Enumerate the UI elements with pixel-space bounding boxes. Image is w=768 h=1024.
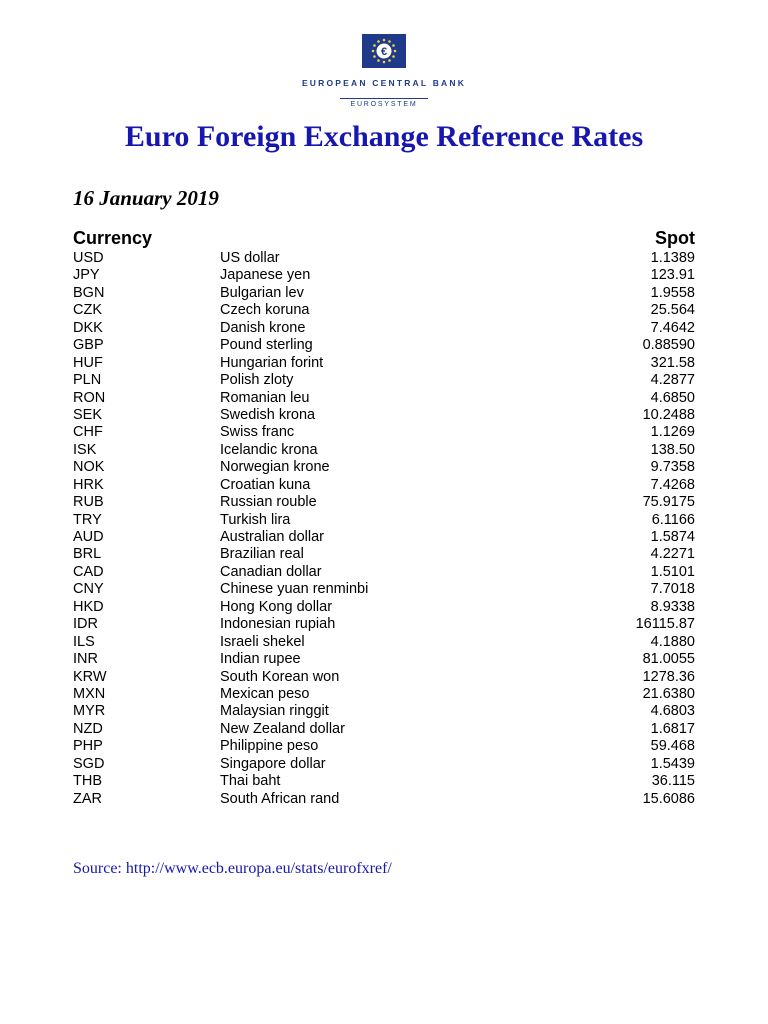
currency-code: BGN — [73, 284, 105, 301]
currency-code: CNY — [73, 581, 104, 598]
currency-code: TRY — [73, 511, 102, 528]
currency-name: South African rand — [220, 790, 340, 807]
table-row — [73, 669, 695, 686]
currency-code: INR — [73, 651, 98, 668]
table-row — [73, 599, 695, 616]
currency-name: Hong Kong dollar — [220, 598, 333, 615]
currency-code: RUB — [73, 494, 104, 511]
currency-name: Turkish lira — [220, 511, 291, 528]
currency-name: Singapore dollar — [220, 755, 326, 772]
currency-name: Norwegian krone — [220, 459, 330, 476]
spot-rate: 1.6817 — [650, 720, 695, 737]
currency-name: Thai baht — [220, 773, 281, 790]
spot-rate: 4.2271 — [650, 546, 695, 563]
table-row — [73, 546, 695, 563]
currency-code: CZK — [73, 302, 102, 319]
currency-code: NZD — [73, 720, 103, 737]
currency-name: Polish zloty — [220, 372, 294, 389]
spot-rate: 1.1389 — [650, 250, 695, 266]
spot-rate: 1.9558 — [650, 284, 695, 301]
table-row — [73, 477, 695, 494]
currency-name: Pound sterling — [220, 337, 313, 354]
spot-rate: 6.1166 — [651, 511, 695, 528]
table-row — [73, 442, 695, 459]
page-title: Euro Foreign Exchange Reference Rates — [124, 120, 644, 153]
spot-rate: 4.2877 — [650, 372, 695, 389]
currency-name: Croatian kuna — [220, 476, 311, 493]
source-link[interactable]: http://www.ecb.europa.eu/stats/eurofxref/ — [125, 860, 392, 877]
spot-rate: 25.564 — [650, 302, 695, 319]
rates-table — [73, 250, 695, 808]
currency-code: SEK — [73, 406, 103, 423]
currency-name: Hungarian forint — [220, 354, 324, 371]
table-row — [73, 721, 695, 738]
spot-rate: 1278.36 — [642, 668, 695, 685]
table-row — [73, 320, 695, 337]
currency-code: HRK — [73, 476, 104, 493]
currency-name: Mexican peso — [220, 685, 310, 702]
table-row — [73, 773, 695, 790]
currency-code: RON — [73, 389, 106, 406]
table-row — [73, 581, 695, 598]
currency-name: Russian rouble — [220, 494, 317, 511]
table-row — [73, 459, 695, 476]
column-header-currency: Currency — [73, 228, 153, 248]
report-date: 16 January 2019 — [73, 186, 219, 210]
currency-code: THB — [73, 773, 102, 790]
euro-stars-icon — [362, 34, 406, 68]
currency-code: BRL — [73, 546, 102, 563]
currency-code: SGD — [73, 755, 105, 772]
bank-name: EUROPEAN CENTRAL BANK — [301, 78, 467, 88]
currency-code: PHP — [73, 738, 103, 755]
currency-code: ISK — [73, 441, 97, 458]
currency-name: Chinese yuan renminbi — [220, 581, 369, 598]
spot-rate: 21.6380 — [642, 685, 695, 702]
spot-rate: 7.4642 — [650, 319, 695, 336]
currency-name: Swiss franc — [220, 424, 295, 441]
currency-code: CAD — [73, 563, 104, 580]
currency-code: GBP — [73, 337, 104, 354]
ecb-logo — [0, 34, 768, 73]
currency-code: ZAR — [73, 790, 102, 807]
currency-code: ILS — [73, 633, 95, 650]
table-row — [73, 337, 695, 354]
table-row — [73, 651, 695, 668]
currency-name: Canadian dollar — [220, 563, 322, 580]
currency-code: IDR — [73, 616, 98, 633]
table-row — [73, 756, 695, 773]
column-header-spot: Spot — [655, 228, 695, 248]
table-row — [73, 250, 695, 267]
currency-name: Australian dollar — [220, 529, 324, 545]
spot-rate: 321.58 — [650, 354, 695, 371]
table-row — [73, 791, 695, 808]
spot-rate: 4.1880 — [650, 633, 695, 650]
table-row — [73, 703, 695, 720]
spot-rate: 138.50 — [650, 441, 695, 458]
table-row — [73, 372, 695, 389]
spot-rate: 16115.87 — [635, 616, 695, 633]
currency-code: JPY — [73, 267, 100, 284]
currency-code: AUD — [73, 529, 104, 545]
currency-name: Czech koruna — [220, 302, 310, 319]
table-row — [73, 302, 695, 319]
table-row — [73, 424, 695, 441]
spot-rate: 8.9338 — [650, 598, 695, 615]
currency-name: Malaysian ringgit — [220, 703, 329, 720]
currency-code: MYR — [73, 703, 106, 720]
currency-name: Bulgarian lev — [220, 284, 304, 301]
table-row — [73, 355, 695, 372]
currency-code: MXN — [73, 685, 106, 702]
currency-name: Danish krone — [220, 319, 306, 336]
table-row — [73, 738, 695, 755]
currency-name: Romanian leu — [220, 389, 310, 406]
spot-rate: 4.6803 — [650, 703, 695, 720]
table-row — [73, 529, 695, 546]
spot-rate: 10.2488 — [642, 406, 695, 423]
source-label: Source: — [73, 860, 122, 877]
currency-name: Japanese yen — [220, 267, 311, 284]
currency-code: HKD — [73, 598, 104, 615]
currency-name: US dollar — [220, 250, 280, 266]
spot-rate: 123.91 — [650, 267, 695, 284]
spot-rate: 75.9175 — [642, 494, 695, 511]
table-row — [73, 407, 695, 424]
currency-name: Icelandic krona — [220, 441, 318, 458]
spot-rate: 0.88590 — [642, 337, 695, 354]
table-row — [73, 390, 695, 407]
spot-rate: 1.5101 — [650, 563, 695, 580]
currency-name: Philippine peso — [220, 738, 319, 755]
eurosystem-label — [0, 98, 768, 108]
currency-name: Indian rupee — [220, 651, 301, 668]
currency-code: KRW — [73, 668, 107, 685]
currency-name: New Zealand dollar — [220, 720, 345, 737]
spot-rate: 36.115 — [651, 773, 695, 790]
source-line — [73, 860, 392, 878]
currency-name: Swedish krona — [220, 406, 316, 423]
spot-rate: 1.5874 — [650, 529, 695, 545]
table-row — [73, 616, 695, 633]
spot-rate: 4.6850 — [650, 389, 695, 406]
table-row — [73, 494, 695, 511]
table-row — [73, 564, 695, 581]
currency-code: PLN — [73, 372, 102, 389]
currency-name: Brazilian real — [220, 546, 304, 563]
table-row — [73, 686, 695, 703]
currency-code: DKK — [73, 319, 103, 336]
spot-rate: 1.1269 — [650, 424, 695, 441]
spot-rate: 81.0055 — [642, 651, 695, 668]
currency-code: NOK — [73, 459, 105, 476]
currency-code: CHF — [73, 424, 103, 441]
eurosystem-text: EUROSYSTEM — [350, 101, 418, 108]
spot-rate: 9.7358 — [650, 459, 695, 476]
currency-code: USD — [73, 250, 104, 266]
spot-rate: 7.4268 — [650, 476, 695, 493]
spot-rate: 15.6086 — [642, 790, 695, 807]
table-row — [73, 634, 695, 651]
table-row — [73, 267, 695, 284]
currency-name: South Korean won — [220, 668, 340, 685]
spot-rate: 59.468 — [650, 738, 695, 755]
spot-rate: 1.5439 — [650, 755, 695, 772]
currency-name: Indonesian rupiah — [220, 616, 336, 633]
table-row — [73, 285, 695, 302]
spot-rate: 7.7018 — [650, 581, 695, 598]
table-row — [73, 512, 695, 529]
currency-name: Israeli shekel — [220, 633, 305, 650]
eurosystem-divider — [340, 98, 428, 99]
euro-symbol: € — [380, 46, 388, 58]
currency-code: HUF — [73, 354, 103, 371]
